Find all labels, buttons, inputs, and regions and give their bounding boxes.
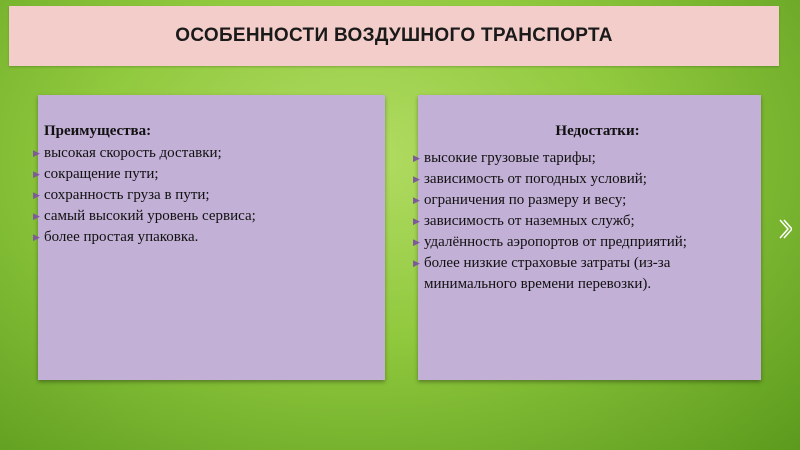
triangle-bullet-icon: ▶ [413, 174, 420, 184]
triangle-bullet-icon: ▶ [413, 153, 420, 163]
disadvantages-list [413, 148, 757, 295]
list-item-text: высокая скорость доставки; [44, 145, 222, 161]
triangle-bullet-icon: ▶ [33, 169, 40, 179]
advantages-list [33, 143, 381, 248]
triangle-bullet-icon: ▶ [413, 195, 420, 205]
list-item-text: зависимость от погодных условий; [424, 171, 647, 187]
triangle-bullet-icon: ▶ [33, 232, 40, 242]
list-item [33, 185, 381, 206]
list-item [413, 190, 757, 211]
list-item [33, 164, 381, 185]
list-item [33, 206, 381, 227]
chevron-right-icon[interactable] [778, 218, 792, 240]
list-item-text: зависимость от наземных служб; [424, 213, 635, 229]
triangle-bullet-icon: ▶ [33, 148, 40, 158]
triangle-bullet-icon: ▶ [33, 211, 40, 221]
title-bar [9, 6, 779, 66]
triangle-bullet-icon: ▶ [413, 258, 420, 268]
list-item [33, 227, 381, 248]
triangle-bullet-icon: ▶ [413, 237, 420, 247]
list-item-text: удалённость аэропортов от предприятий; [424, 234, 687, 250]
triangle-bullet-icon: ▶ [33, 190, 40, 200]
list-item-text: сокращение пути; [44, 166, 159, 182]
list-item-text: сохранность груза в пути; [44, 187, 210, 203]
list-item-text: более низкие страховые затраты (из-за минимального времени перевозки). [424, 255, 671, 292]
list-item [413, 232, 757, 253]
advantages-panel [33, 95, 385, 380]
list-item-text: самый высокий уровень сервиса; [44, 208, 256, 224]
list-item [33, 143, 381, 164]
triangle-bullet-icon: ▶ [413, 216, 420, 226]
list-item-text: более простая упаковка. [44, 229, 199, 245]
disadvantages-heading: Недостатки: [555, 123, 640, 139]
list-item [413, 148, 757, 169]
list-item [413, 253, 757, 295]
disadvantages-panel [413, 95, 761, 380]
slide-title: ОСОБЕННОСТИ ВОЗДУШНОГО ТРАНСПОРТА [175, 25, 613, 46]
list-item-text: высокие грузовые тарифы; [424, 150, 596, 166]
list-item [413, 169, 757, 190]
list-item [413, 211, 757, 232]
advantages-heading: Преимущества: [44, 123, 152, 139]
list-item-text: ограничения по размеру и весу; [424, 192, 627, 208]
